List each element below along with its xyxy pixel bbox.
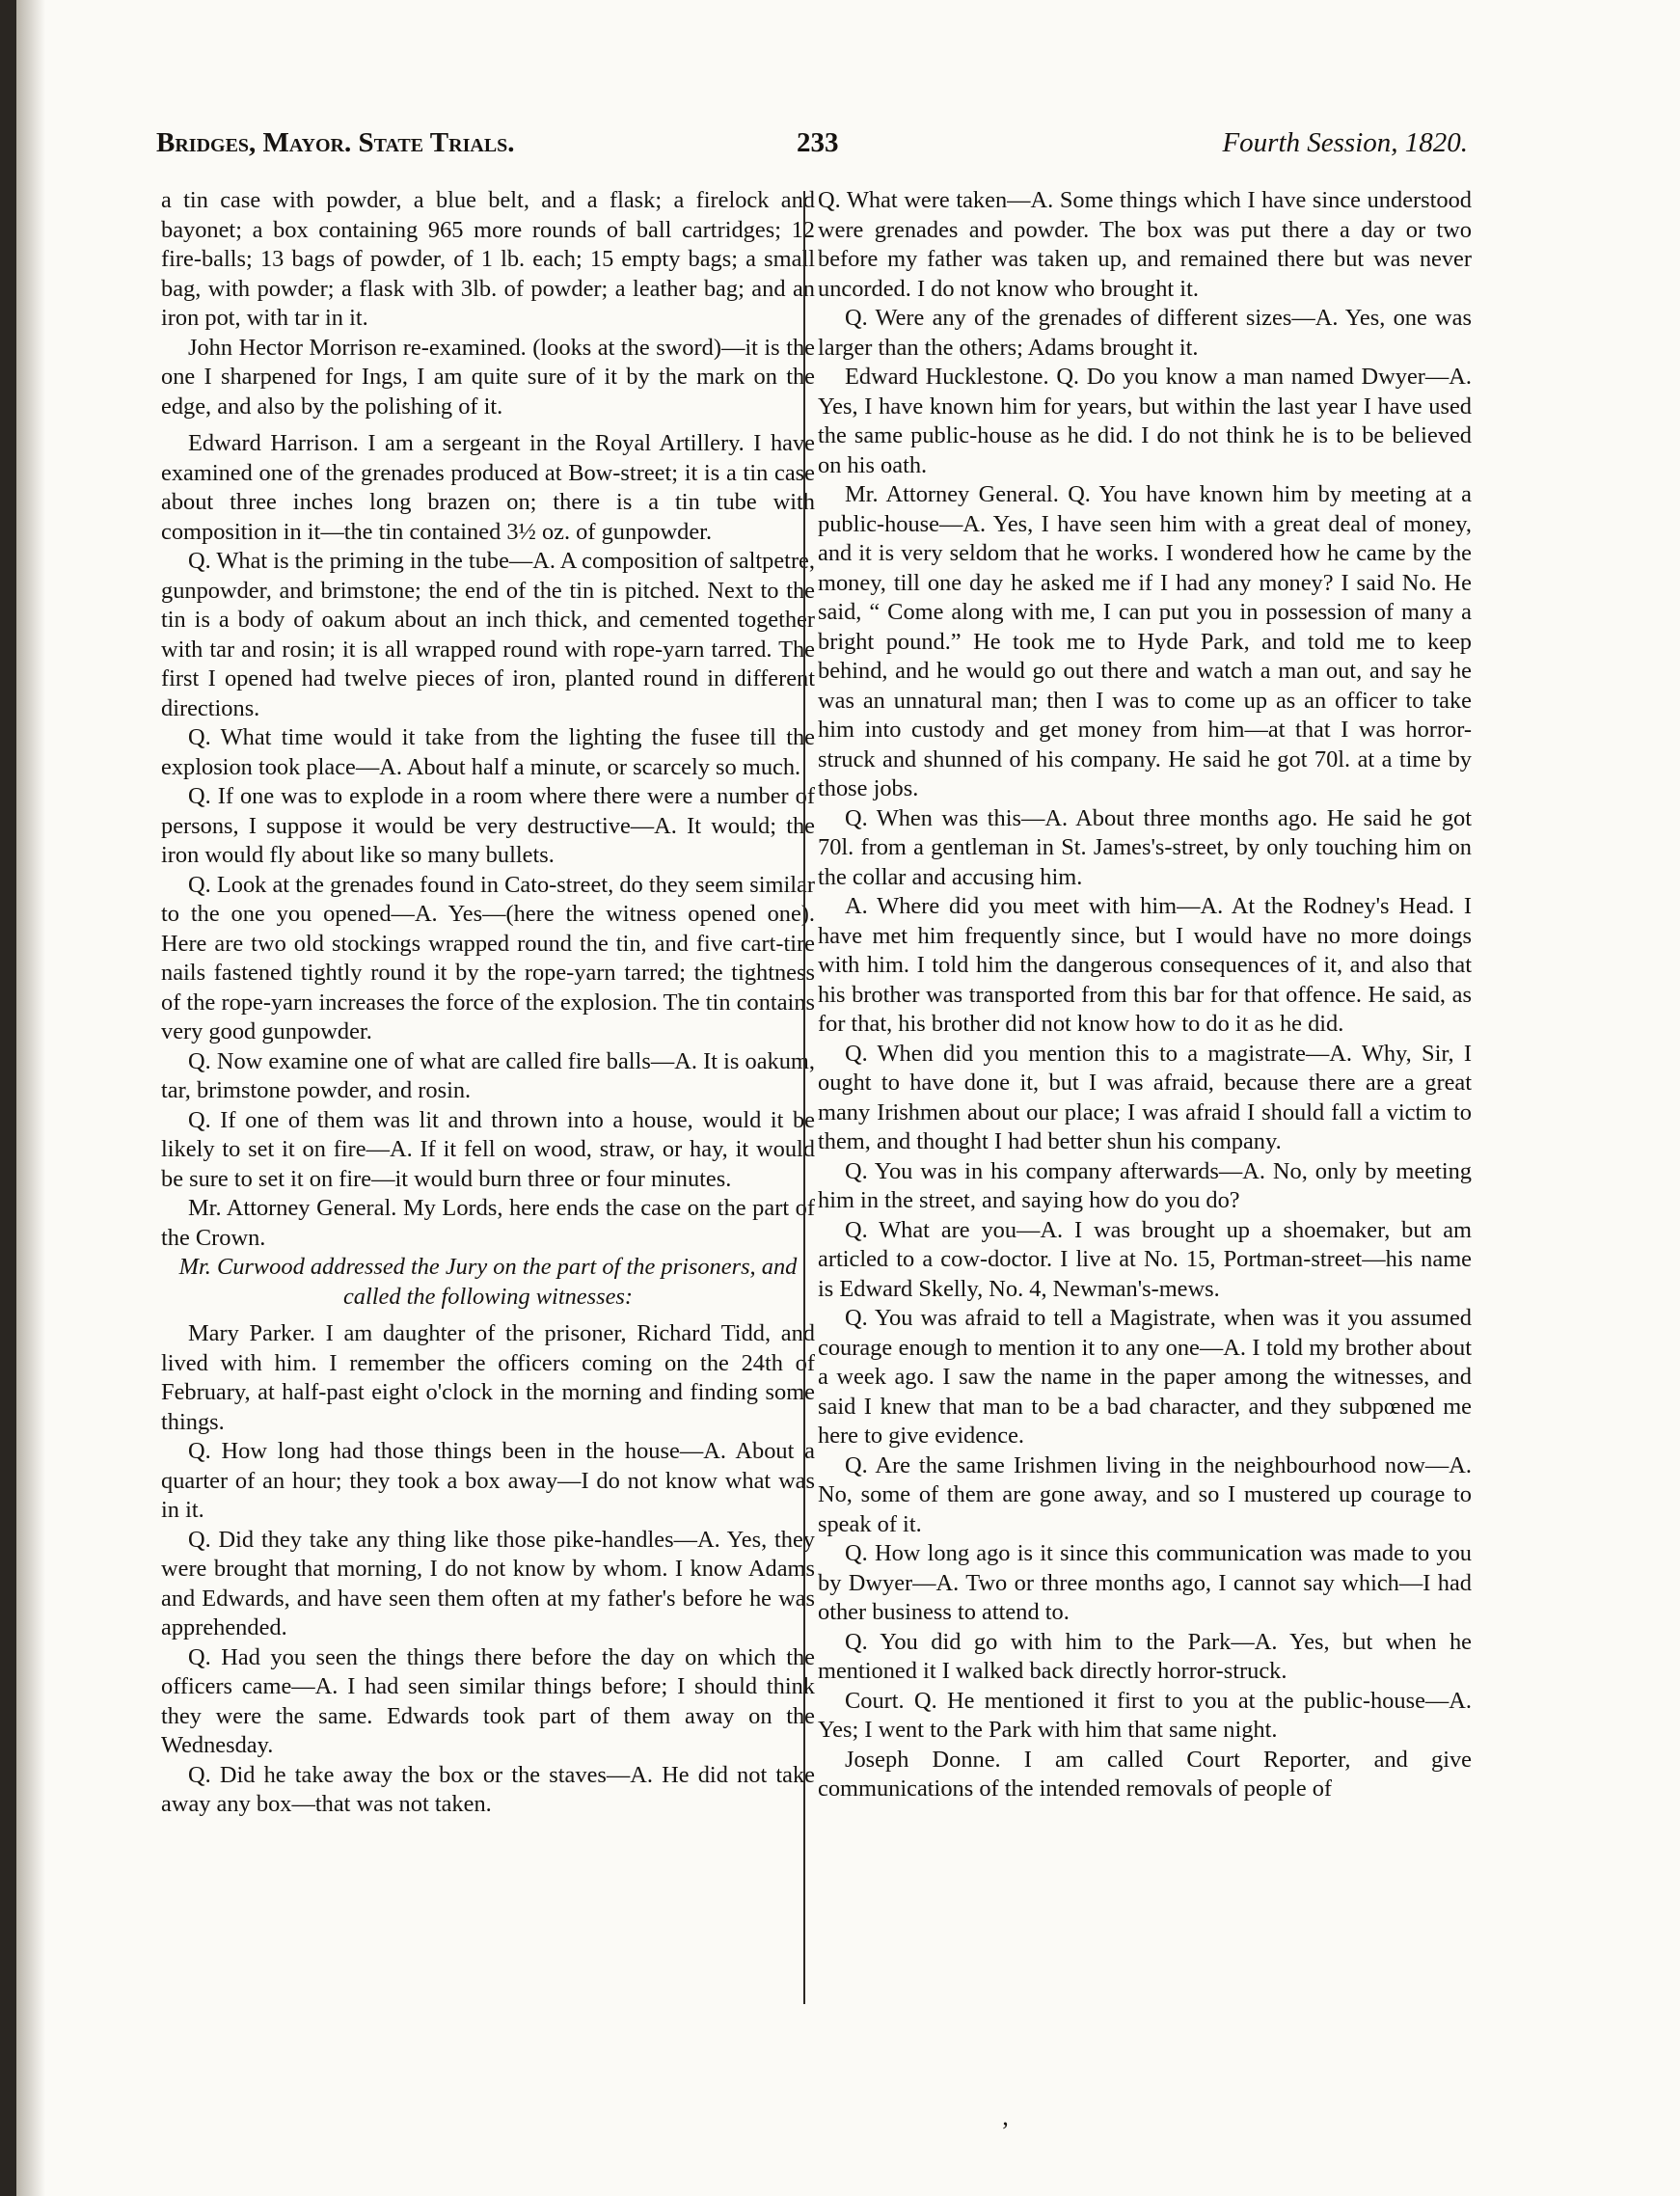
paragraph: Q. You did go with him to the Park—A. Yes, but when he mentioned it I walked back directly horror-struck. [818, 1628, 1472, 1684]
paragraph: Q. What time would it take from the lighting the fusee till the explosion took place—A. About half a minute, or scarcely so much. [161, 724, 815, 780]
paragraph: Mr. Attorney General. My Lords, here ends the case on the part of the Crown. [161, 1195, 815, 1251]
paragraph: Joseph Donne. I am called Court Reporter, and give communications of the intended removals of people of [818, 1746, 1472, 1802]
paragraph: John Hector Morrison re-examined. (looks at the sword)—it is the one I sharpened for Ings, I am quite sure of it by the mark on the edge, and also by the polishing of it. [161, 334, 815, 420]
paragraph: Q. When was this—A. About three months ago. He said he got 70l. from a gentleman in St. James's-street, by only touching him on the collar and accusing him. [818, 804, 1472, 890]
paragraph: Q. You was in his company afterwards—A. No, only by meeting him in the street, and saying how do you do? [818, 1157, 1472, 1213]
right-column [818, 186, 1472, 1804]
paragraph: Q. Did they take any thing like those pike-handles—A. Yes, they were brought that morning, I do not know by whom. I know Adams and Edwards, and have seen them often at my father's before he was apprehended. [161, 1526, 815, 1640]
header-left: Bridges, Mayor. State Trials. [156, 127, 515, 158]
header-right: Fourth Session, 1820. [1222, 127, 1468, 158]
paragraph: Q. What were taken—A. Some things which I have since understood were grenades and powder. The box was put there a day or two before my father was taken up, and remained there but was never uncorded. I do not know who brought it. [818, 187, 1472, 302]
left-column [161, 186, 815, 1820]
paragraph: A. Where did you meet with him—A. At the Rodney's Head. I have met him frequently since, but I would have no more doings with him. I told him the dangerous consequences of it, and also that his brother was transported from this bar for that offence. He said, as for that, his brother did not know how to do it as he did. [818, 893, 1472, 1037]
page-binding-edge [0, 0, 16, 2196]
paragraph: Edward Harrison. I am a sergeant in the Royal Artillery. I have examined one of the grenades produced at Bow-street; it is a tin case about three inches long brazen on; there is a tin tube with composition in it—the tin contained 3½ oz. of gunpowder. [161, 430, 815, 545]
running-header [145, 127, 1476, 170]
paragraph: Q. If one was to explode in a room where there were a number of persons, I suppose it would be very destructive—A. It would; the iron would fly about like so many bullets. [161, 783, 815, 868]
paragraph: Q. How long ago is it since this communication was made to you by Dwyer—A. Two or three months ago, I cannot say which—I had other business to attend to. [818, 1540, 1472, 1625]
page-binding-shadow [16, 0, 45, 2196]
column-divider [803, 191, 805, 2004]
paragraph: Q. Look at the grenades found in Cato-street, do they seem similar to the one you opened—A. Yes—(here the witness opened one). Here are two old stockings wrapped round the tin, and five cart-tire nails fastened tightly round it by the rope-yarn tarred; the tightness of the rope-yarn increases the force of the explosion. The tin contains very good gunpowder. [161, 871, 815, 1044]
paragraph: Q. Had you seen the things there before the day on which the officers came—A. I had seen similar things before; I should think they were the same. Edwards took part of them away on the Wednesday. [161, 1643, 815, 1758]
page-footer-mark: ’ [1001, 2117, 1010, 2145]
page-number: 233 [797, 127, 839, 158]
paragraph: Q. What are you—A. I was brought up a shoemaker, but am articled to a cow-doctor. I live at No. 15, Portman-street—his name is Edward Skelly, No. 4, Newman's-mews. [818, 1216, 1472, 1302]
paragraph: Mr. Curwood addressed the Jury on the part of the prisoners, and called the following witnesses: [178, 1254, 798, 1310]
paragraph: Q. You was afraid to tell a Magistrate, when was it you assumed courage enough to mention it to any one—A. I told my brother about a week ago. I saw the name in the paper among the witnesses, and said I knew that man to be a bad character, and they subpœned me here to give evidence. [818, 1305, 1472, 1449]
paragraph: Mary Parker. I am daughter of the prisoner, Richard Tidd, and lived with him. I remember the officers coming on the 24th of February, at half-past eight o'clock in the morning and finding some things. [161, 1320, 815, 1435]
paragraph: Q. If one of them was lit and thrown into a house, would it be likely to set it on fire—A. If it fell on wood, straw, or hay, it would be sure to set it on fire—it would burn three or four minutes. [161, 1106, 815, 1192]
paragraph: Mr. Attorney General. Q. You have known him by meeting at a public-house—A. Yes, I have seen him with a great deal of money, and it is very seldom that he works. I wondered how he came by the money, till one day he asked me if I had any money? I said No. He said, “ Come along with me, I can put you in possession of many a bright pound.” He took me to Hyde Park, and told me to keep behind, and he would go out there and watch a man out, and say he was an unnatural man; then I was to come up as an officer to take him into custody and get money from him—at that I was horror-struck and shunned of his company. He said he got 70l. at a time by those jobs. [818, 481, 1472, 801]
paragraph: Q. What is the priming in the tube—A. A composition of saltpetre, gunpowder, and brimstone; the end of the tin is pitched. Next to the tin is a body of oakum about an inch thick, and cemented together with tar and rosin; it is all wrapped round with rope-yarn tarred. The first I opened had twelve pieces of iron, planted round in different directions. [161, 548, 815, 721]
paragraph: Edward Hucklestone. Q. Do you know a man named Dwyer—A. Yes, I have known him for years, but within the last year I have used the same public-house as he did. I do not think he is to be believed on his oath. [818, 364, 1472, 478]
paragraph: Q. Were any of the grenades of different sizes—A. Yes, one was larger than the others; Adams brought it. [818, 305, 1472, 361]
paragraph: Q. How long had those things been in the house—A. About a quarter of an hour; they took a box away—I do not know what was in it. [161, 1438, 815, 1523]
paragraph: Q. When did you mention this to a magistrate—A. Why, Sir, I ought to have done it, but I was afraid, because there are a great many Irishmen about our place; I was afraid I should fall a victim to them, and thought I had better shun his company. [818, 1040, 1472, 1154]
paragraph: Q. Now examine one of what are called fire balls—A. It is oakum, tar, brimstone powder, and rosin. [161, 1047, 815, 1103]
paragraph: a tin case with powder, a blue belt, and a flask; a firelock and bayonet; a box containing 965 more rounds of ball cartridges; 12 fire-balls; 13 bags of powder, of 1 lb. each; 15 empty bags; a small bag, with powder; a flask with 3lb. of powder; a leather bag; and an iron pot, with tar in it. [161, 187, 815, 331]
paragraph: Court. Q. He mentioned it first to you at the public-house—A. Yes; I went to the Park with him that same night. [818, 1687, 1472, 1743]
paragraph: Q. Are the same Irishmen living in the neighbourhood now—A. No, some of them are gone away, and so I mustered up courage to speak of it. [818, 1451, 1472, 1537]
paragraph: Q. Did he take away the box or the staves—A. He did not take away any box—that was not taken. [161, 1761, 815, 1817]
